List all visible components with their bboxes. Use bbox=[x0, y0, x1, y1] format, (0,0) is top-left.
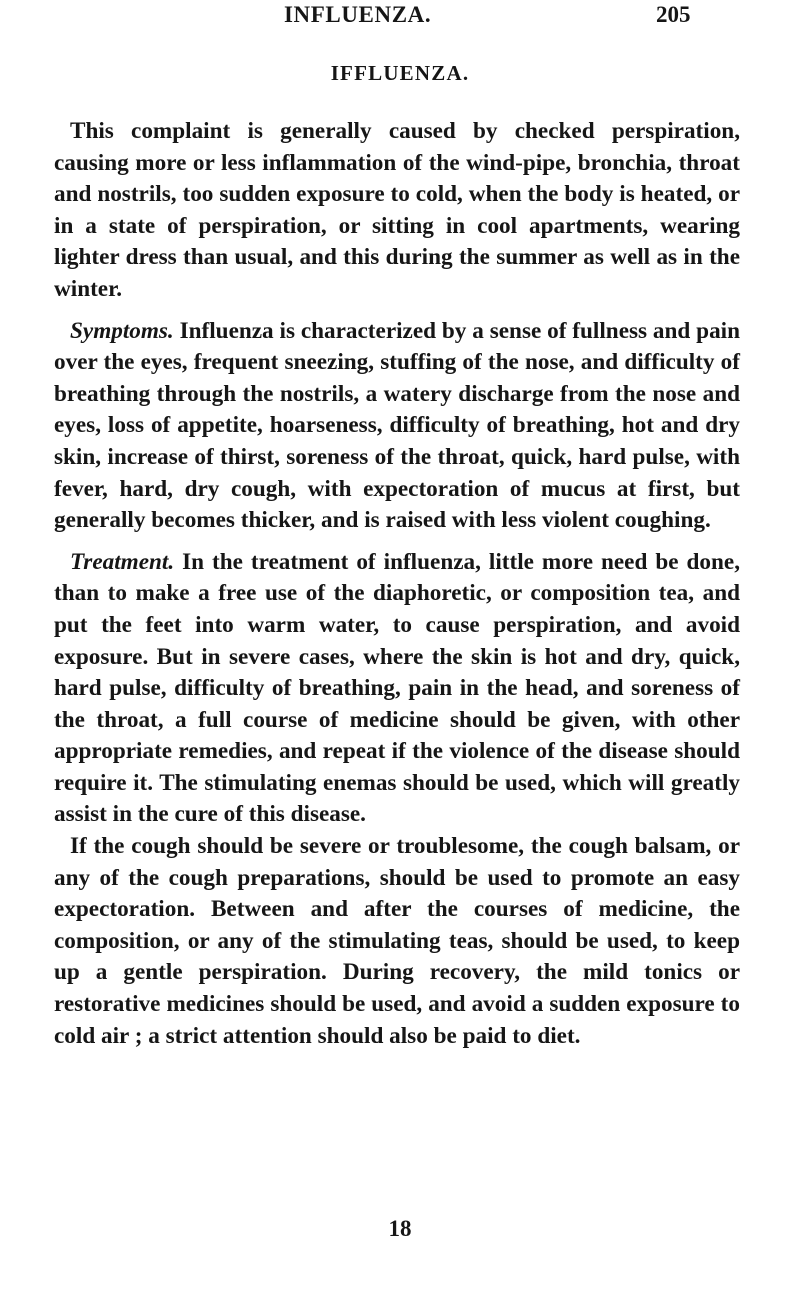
running-head-title: INFLUENZA. bbox=[284, 2, 432, 27]
signature-mark: 18 bbox=[388, 1216, 412, 1241]
symptoms-heading: Symptoms. bbox=[70, 317, 174, 344]
running-head bbox=[0, 2, 800, 32]
paragraph-text: In the treatment of influenza, little more need be done, than to make a free use of the diaphoretic, or composition tea, and put the feet into warm water, to cause perspiration, and avoid exposure. But in severe cases, where the skin is hot and dry, quick, hard pulse, difficulty of breathing, pain in the head, and soreness of the throat, a full course of medicine should be given, with other appropriate remedies, and repeat if the violence of the disease should require it. The stimulating enemas should be used, which will greatly assist in the cure of this disease. bbox=[54, 548, 740, 828]
paragraph-treatment bbox=[54, 547, 740, 831]
paragraph-causes bbox=[54, 116, 740, 306]
treatment-heading: Treatment. bbox=[70, 548, 175, 575]
paragraph-text: Influenza is characterized by a sense of fullness and pain over the eyes, frequent sneezing, stuffing of the nose, and difficulty of breathing through the nostrils, a watery discharge from the nose and eyes, loss of appetite, hoarseness, difficulty of breathing, hot and dry skin, increase of thirst, soreness of the throat, quick, hard pulse, with fever, hard, dry cough, with expectoration of mucus at first, but generally becomes thicker, and is raised with less violent coughing. bbox=[54, 317, 740, 534]
body-text bbox=[54, 116, 740, 1052]
page-number: 205 bbox=[656, 2, 691, 27]
paragraph-text: This complaint is generally caused by checked perspiration, causing more or less inflammation of the wind-pipe, bronchia, throat and nostrils, too sudden exposure to cold, when the body is heated, or in a state of perspiration, or sitting in cool apartments, wearing lighter dress than usual, and this during the summer as well as in the winter. bbox=[54, 118, 740, 302]
paragraph-cough bbox=[54, 831, 740, 1052]
section-title: IFFLUENZA. bbox=[330, 61, 470, 85]
paragraph-symptoms bbox=[54, 316, 740, 537]
paragraph-text: If the cough should be severe or troublesome, the cough balsam, or any of the cough preparations, should be used to promote an easy expectoration. Between and after the courses of medicine, the composition, or any of the stimulating teas, should be used, to keep up a gentle perspiration. During recovery, the mild tonics or restorative medicines should be used, and avoid a sudden exposure to cold air ; a strict attention should also be paid to diet. bbox=[54, 833, 740, 1049]
